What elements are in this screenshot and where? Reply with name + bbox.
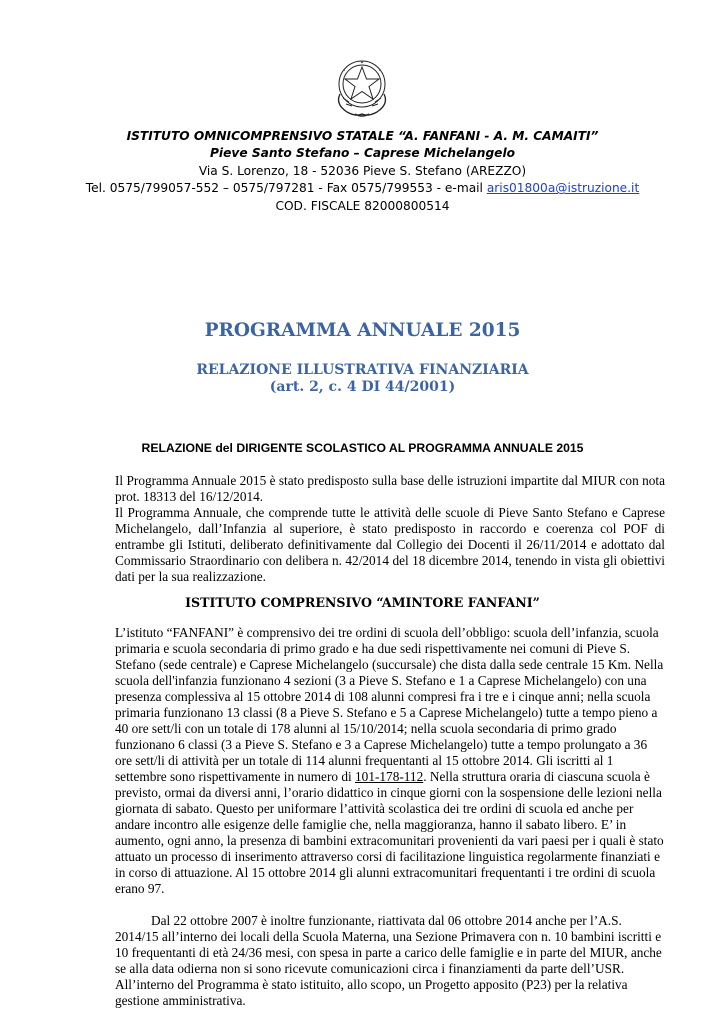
section-text [115,625,665,1009]
enrollment-numbers: 101-178-112 [355,769,424,784]
document-title: PROGRAMMA ANNUALE 2015 [204,320,521,341]
section-paragraph-part: L’istituto “FANFANI” è comprensivo dei tre ordini di scuola dell’obbligo: scuola dell’infanzia, scuola primaria e scuola secondaria di primo grado e ha due sedi rispettivamente nei comuni di Pieve S. Stefano (sede centrale) e Caprese Michelangelo (succursale) che dista dalla sede centrale 15 Km. Nella scuola dell'infanzia funzionano 4 sezioni (3 a Pieve S. Stefano e 1 a Caprese Michelangelo) con una presenza complessiva al 15 ottobre 2014 di 108 alunni compresi fra i tre e i cinque anni; nella scuola primaria funzionano 13 classi (8 a Pieve S. Stefano e 5 a Caprese Michelangelo) tutte a tempo pieno a 40 ore sett/li con un totale di 178 alunni al 15/10/2014; nella scuola secondaria di primo grado funzionano 6 classi (3 a Pieve S. Stefano e 3 a Caprese Michelangelo) tutte a tempo prolungato a 36 ore sett/li di attività per un totale di 114 alunni frequentanti al 15 ottobre 2014. Gli iscritti al 1 settembre sono rispettivamente in numero di [115,625,664,784]
section-paragraph-part: . Nella struttura oraria di ciascuna scuola è previsto, ormai da diversi anni, l’orario didattico in cinque giorni con la sospensione delle lezioni nella giornata di sabato. Questo per uniformare l’attività scolastica dei tre ordini di scuola ed anche per andare incontro alle esigenze delle famiglie che, nella maggioranza, hanno il sabato libero. E’ in aumento, ogni anno, la presenza di bambini extracomunitari provenienti da vari paesi per i quali è stato attuato un processo di inserimento attraverso corsi di facilitazione linguistica regolarmente finanziati e in corso di attuazione. Al 15 ottobre 2014 gli alunni extracomunitari frequentanti i tre ordini di scuola erano 97. [115,769,664,896]
republic-emblem-icon [331,54,393,120]
intro-paragraph: Il Programma Annuale, che comprende tutte le attività delle scuole di Pieve Santo Stefano e Caprese Michelangelo, dall’Infanzia al superiore, è stato predisposto in raccordo e coerenza col POF di entrambe gli Istituti, deliberato definitivamente dal Collegio dei Docenti il 26/11/2014 e adottato dal Commissario Straordinario con delibera n. 42/2014 del 18 dicembre 2014, tenendo in vista gli obiettivi dati per la sua realizzazione. [115,505,665,584]
section-heading: ISTITUTO COMPRENSIVO “AMINTORE FANFANI” [185,595,540,610]
institute-locations: Pieve Santo Stefano – Caprese Michelangelo [210,146,515,161]
contacts-phone-fax: Tel. 0575/799057-552 – 0575/797281 - Fax 0575/799553 - e-mail [85,181,487,196]
institute-contacts [0,180,725,197]
document-subtitle: RELAZIONE ILLUSTRATIVA FINANZIARIA [196,362,529,378]
institute-address: Via S. Lorenzo, 18 - 52036 Pieve S. Stefano (AREZZO) [198,163,527,178]
document-subtitle-reference: (art. 2, c. 4 DI 44/2001) [269,379,456,395]
section-paragraph [115,625,665,897]
institute-name: ISTITUTO OMNICOMPRENSIVO STATALE “A. FANFANI - A. M. CAMAITI” [126,129,599,143]
fiscal-code: COD. FISCALE 82000800514 [275,198,450,213]
school-header [0,128,725,215]
report-heading: RELAZIONE del DIRIGENTE SCOLASTICO AL PROGRAMMA ANNUALE 2015 [141,441,584,455]
intro-paragraph: Il Programma Annuale 2015 è stato predisposto sulla base delle istruzioni impartite dal MIUR con nota prot. 18313 del 16/12/2014. [115,473,665,504]
section-paragraph: Dal 22 ottobre 2007 è inoltre funzionante, riattivata dal 06 ottobre 2014 anche per l’A.S. 2014/15 all’interno dei locali della Scuola Materna, una Sezione Primavera con n. 10 bambini iscritti e 10 frequentanti di età 24/36 mesi, con spesa in parte a carico delle famiglie e in parte del MIUR, anche se alla data odierna non si sono ricevute comunicazioni circa i finanziamenti da parte dell’USR. All’interno del Programma è stato istituito, allo scopo, un Progetto apposito (P23) per la relativa gestione amministrativa. [115,913,662,1008]
intro-text [115,473,665,585]
email-link[interactable]: aris01800a@istruzione.it [486,181,640,196]
